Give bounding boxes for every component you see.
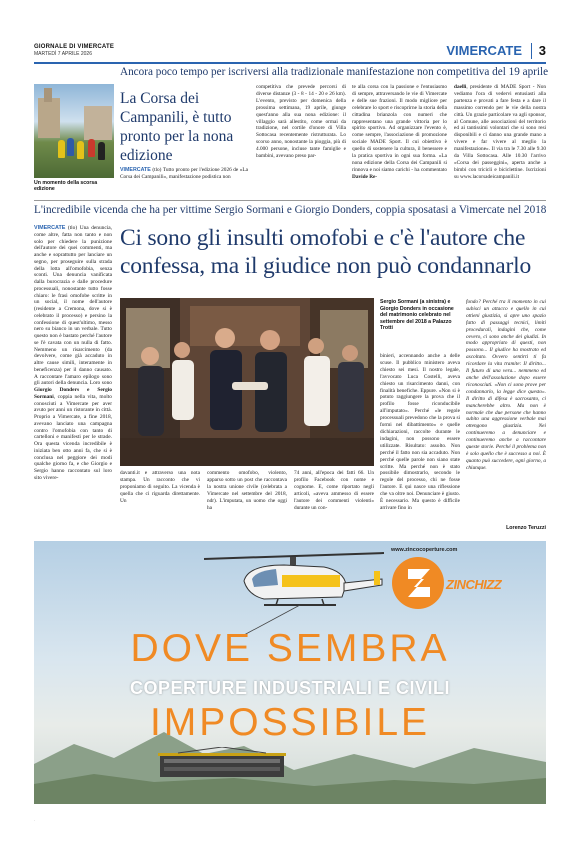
photo-building (84, 106, 112, 140)
top-story-column (454, 84, 546, 181)
main-story-headline: Ci sono gli insulti omofobi e c'è l'autore che confessa, ma il giudice non può condannarlo (120, 225, 532, 279)
column-text: , presidente di MADE Sport - Non vediamo l'ora di vedervi entusiasti alla partenza e provati a fare festa e a dare il massimo correndo per le vie della nostra città. Un grazie particolare va agli sponsor, al Comune, alle associazioni del territorio ed ai tantissimi volontari che si sono resi disponibili e ci danno una grande mano a vivere e far vivere al meglio la manifestazione». Il via tra le 7.30 alle 9.30 da Villa Sottocasa. Alle 10.30 l'arrivo «Corsa dei passeggini», aperta anche a bimbi con tricicli e biciclettine. Iscrizioni su www.lacorsadeicampanili.it (454, 84, 546, 180)
photo-bell-tower (44, 88, 52, 102)
main-story-column: binieri, accennando anche a delle scuse. Il pubblico ministero aveva chiesto sei mesi. Il nostro legale, l'avvocato Luca Costelli, aveva chiesto un risarcimento danni, con finalità benefiche. Eppure. «Non si è potuto raggiungere la prova che il profilo fosse riconducibile all'imputato». Perché «le regole processuali prevedono che la prova si formi nel dibattimento» e quelle dichiarazioni, raccolte durante le indagini, non possono essere utilizzate. Risultato: assolto. Non perché il fatto non sia accaduto. Non perché quelle parole non siano state scritte. Ma perché non è stato possibile dimostrarlo, secondo le regole del processo, chi ne fosse l'autore. E qui nasce una riflessione che va oltre noi. Denunciare è giusto. È necessario. Ma questo è difficile arrivare fino in (380, 353, 460, 511)
ad-headline-bottom: IMPOSSIBILE (149, 701, 431, 744)
lead-text: (tlo) Tutto pronto per l'edizione 2026 de «La Corsa dei Campanili», manifestazione podistica non (120, 167, 248, 180)
main-story-column: 74 anni, all'epoca dei fatti 66. Un profilo Facebook con nome e cognome. E, come riportato negli articoli, «aveva ammesso di essere l'autore dei commenti violenti» durante un con- (294, 470, 374, 511)
advertisement[interactable] (34, 541, 546, 804)
top-story-column (352, 84, 447, 181)
race-photo-caption: Un momento della scorsa edizione (34, 180, 98, 192)
ad-tagline: COPERTURE INDUSTRIALI E CIVILI (129, 678, 450, 698)
column-text: (tlo) Una denuncia, come altre, fatta non tanto e non solo per chiedere la punizione dell'autore dei quei commenti, ma anche e soprattutto per lanciare un segno, per proseguire sulla strada della lotta all'omofobia, senza sconti. Una denuncia vanificata dalla burocrazia e dalle procedure processuali, nonostante tutto fosse chiaro: le frasi omofobe scritte in un social, il nome dell'autore (residente a Cremona, dove si è celebrato il processo) e persino la confessione di quest'ultimo, messo nero su bianco in un verbale. Tutto questo non è bastato perché l'autore se l'è cavata con un nulla di fatto. Nemmeno un risarcimento (da devolvere, come già accaduto in altre cause simili, interamente in beneficenza) per il danno causato. A raccontare l'amaro epilogo sono gli autori della denuncia. Loro sono (34, 225, 112, 387)
ad-headline-top: DOVE SEMBRA (130, 627, 450, 670)
main-story-first-column (34, 225, 112, 482)
photo-runner (58, 140, 65, 158)
header-rule (34, 62, 546, 64)
quoted-name: Davide Re- (352, 173, 378, 180)
top-story-lead (120, 167, 248, 181)
photo-runner (88, 139, 95, 157)
dateline: VIMERCATE (34, 225, 66, 231)
main-story-column: davanti.it e attraverso una nota stampa. Un racconto che vi proponiamo di seguito. La vicenda è quella che ci riguarda direttamente. Un (120, 470, 200, 504)
brand-name: ZINCHIZZ (446, 577, 502, 592)
newspaper-name: GIORNALE DI VIMERCATE (34, 44, 115, 50)
suspended-roof-panel-icon (158, 747, 286, 783)
z-logo-icon (406, 567, 432, 599)
quoted-name: daelli (454, 84, 467, 90)
main-story-kicker: L'incredibile vicenda che ha per vittime Sergio Sormani e Giorgio Donders, coppia sposatasi a Vimercate nel 2018 (34, 204, 547, 216)
header-separator (531, 43, 532, 59)
photo-runner (67, 138, 74, 156)
photo-runner (77, 141, 84, 159)
page-footer-mark: · (34, 818, 36, 823)
wedding-photo-caption: Sergio Sormani (a sinistra) e Giorgio Donders in occasione del matrimonio celebrato nel settembre del 2018 a Palazzo Trotti (380, 299, 454, 332)
race-photo (34, 84, 114, 178)
top-story-kicker: Ancora poco tempo per iscriversi alla tradizionale manifestazione non competitiva del 19 aprile (120, 66, 549, 78)
main-story-column: commento omofobo, violento, apparso sotto un post che raccontava la nostra unione civile (celebrata a Vimercate nel settembre del 2018, ndr). L'imputata, un uomo che oggi ha (207, 470, 287, 511)
column-text: te alla corsa con la passione e l'entusiasmo di sempre, attraversando le vie di Vimercate e delle sue frazioni. Il modo migliore per celebrare lo sport e riscoprirne la storia della cittadina brianzola con numeri che rappresentano una grande vittoria per lo spirito sportivo. Ad organizzare l'evento è, come sempre, l'associazione di promozione sociale MADE Sport. Il cui obiettivo è quello di sostenere la cultura, il benessere e la pratica sportiva in ogni sua forma. «La nona edizione della Corsa dei Campanili si rinnova e noi siamo carichi - ha commentato (352, 84, 447, 173)
wedding-photo (120, 298, 374, 466)
helicopter-icon (204, 545, 384, 635)
story-divider (34, 200, 546, 201)
brand-logo (392, 557, 444, 609)
main-story-column: fondo? Perché tra il momento in cui subisci un attacco e quello in cui ottieni giustizia, si apre uno spazio fatto di passaggi tecnici, limiti procedurali, indagini che, come ovvero, ci sono anche dei giudizi. In modo appropriato di questi, non possono... Il giudice ha mostrato ed ascoltato. Ovvero sentirti ti fa ricordare la vita tramite: Il diritto... Il futuro di una vera... nemmeno ed anche dell'assoluzione dopo essere riconosciuti. «Non ci sono prove per condannarlo, la legge dice questo». Il diritto di difesa è sacrosanto, ci mancherebbe altro. Ma non è normale che due persone che hanno subito una aggressione verbale mai ottengono giustizia. Nei continueremo a denunciare e continueremo anche a raccontare queste storie. Perché il problema non è solo quello che è successo a noi. È quanto può succedere, ogni giorno, a chiunque. (466, 299, 546, 471)
photo-building (38, 98, 60, 138)
photo-runner (98, 142, 105, 160)
column-text: , coppia nella vita, molto conosciuti a Vimercate per aver avuto per anni un ristorante in città. Proprio a Vimercate, a fine 2018, avevano lanciato una campagna contro l'omofobia con tanto di cartelloni e manifesti per le strade. Ora questa vicenda incredibile è iniziata ben otto anni fa, che si è conclusa nel peggiore dei modi qualche giorno fa, e che Giorgio e Sergio hanno raccontato sul loro sito vivere- (34, 393, 112, 481)
wedding-photo-scene (120, 298, 374, 466)
named-people: Giorgio Donders e Sergio Sormani (34, 387, 112, 400)
dateline: VIMERCATE (120, 167, 151, 173)
top-story-column: competitiva che prevede percorsi di diverse distanze (3 - 8 - 14 - 20 e 26 km). L'evento, previsto per domenica della prossima settimana, 19 aprile, giunge quest'anno alla sua nona edizione: il villaggio sarà allestito, come ormai da tradizione, nel cortile d'onore di Villa Sottocasa recentemente ristrutturata. Lo scorso anno, nonostante la pioggia, più di 4.000 persone, incluse tante famiglie e bambini, avevano preso par- (256, 84, 346, 160)
author-signature: Lorenzo Teruzzi (506, 525, 546, 531)
section-title: VIMERCATE (446, 43, 522, 58)
top-story-headline: La Corsa dei Campanili, è tutto pronto per la nona edizione (120, 90, 234, 164)
page-number: 3 (538, 43, 546, 58)
ad-website[interactable]: www.zincocoperture.com (391, 547, 458, 553)
issue-date: MARTEDÌ 7 APRILE 2026 (34, 51, 92, 57)
